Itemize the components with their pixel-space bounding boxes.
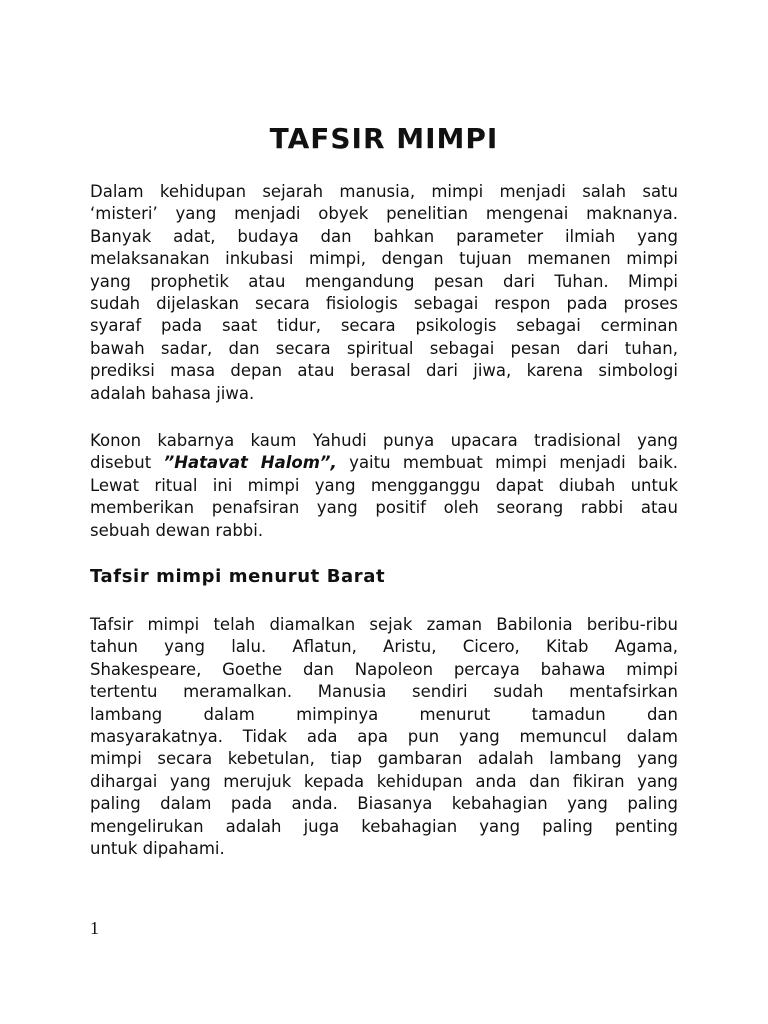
text-line: memberikan penafsiran yang positif oleh seorang rabbi atau — [90, 498, 678, 518]
text-line: mengelirukan adalah juga kebahagian yang paling penting — [90, 816, 678, 836]
text-line: prediksi masa depan atau berasal dari jiwa, karena simbologi — [90, 361, 678, 381]
text-line: paling dalam pada anda. Biasanya kebahagian yang paling — [90, 794, 678, 814]
text-line: yang prophetik atau mengandung pesan dari Tuhan. Mimpi — [90, 271, 678, 291]
text-line: Banyak adat, budaya dan bahkan parameter ilmiah yang — [90, 226, 678, 246]
text-line: untuk dipahami. — [90, 839, 225, 859]
emphasized-term: ”Hatavat Halom”, — [163, 453, 337, 473]
text-line: sudah dijelaskan secara fisiologis sebagai respon pada proses — [90, 294, 678, 314]
text-line: Konon kabarnya kaum Yahudi punya upacara tradisional yang — [90, 431, 678, 450]
text-segment: yaitu membuat mimpi menjadi baik. — [336, 453, 678, 473]
text-line: bawah sadar, dan secara spiritual sebagai pesan dari tuhan, — [90, 338, 678, 358]
text-line: Lewat ritual ini mimpi yang mengganggu dapat diubah untuk — [90, 475, 678, 495]
text-line: ‘misteri’ yang menjadi obyek penelitian mengenai maknanya. — [90, 204, 678, 224]
text-line-with-term — [90, 452, 678, 474]
paragraph-intro — [90, 181, 678, 405]
text-line: mimpi secara kebetulan, tiap gambaran adalah lambang yang — [90, 749, 678, 769]
text-line: dihargai yang merujuk kepada kehidupan anda dan fikiran yang — [90, 771, 678, 791]
text-line: tertentu meramalkan. Manusia sendiri sudah mentafsirkan — [90, 682, 678, 702]
text-line: Tafsir mimpi telah diamalkan sejak zaman Babilonia beribu-ribu — [90, 615, 678, 634]
section-heading: Tafsir mimpi menurut Barat — [90, 566, 386, 587]
text-line: Shakespeare, Goethe dan Napoleon percaya bahawa mimpi — [90, 659, 678, 679]
page-title: TAFSIR MIMPI — [269, 122, 499, 155]
text-line: melaksanakan inkubasi mimpi, dengan tujuan memanen mimpi — [90, 249, 678, 269]
page-number: 1 — [90, 918, 99, 938]
text-line: tahun yang lalu. Aflatun, Aristu, Cicero, Kitab Agama, — [90, 637, 678, 657]
text-line: Dalam kehidupan sejarah manusia, mimpi menjadi salah satu — [90, 182, 678, 201]
text-segment: disebut — [90, 453, 164, 473]
text-line: masyarakatnya. Tidak ada apa pun yang memuncul dalam — [90, 727, 678, 747]
text-line: adalah bahasa jiwa. — [90, 383, 255, 403]
text-line: sebuah dewan rabbi. — [90, 520, 264, 540]
paragraph-hatavat-halom — [90, 430, 678, 542]
paragraph-western-interpretation — [90, 614, 678, 860]
text-line: lambang dalam mimpinya menurut tamadun dan — [90, 704, 678, 724]
text-line: syaraf pada saat tidur, secara psikologis sebagai cerminan — [90, 316, 678, 336]
